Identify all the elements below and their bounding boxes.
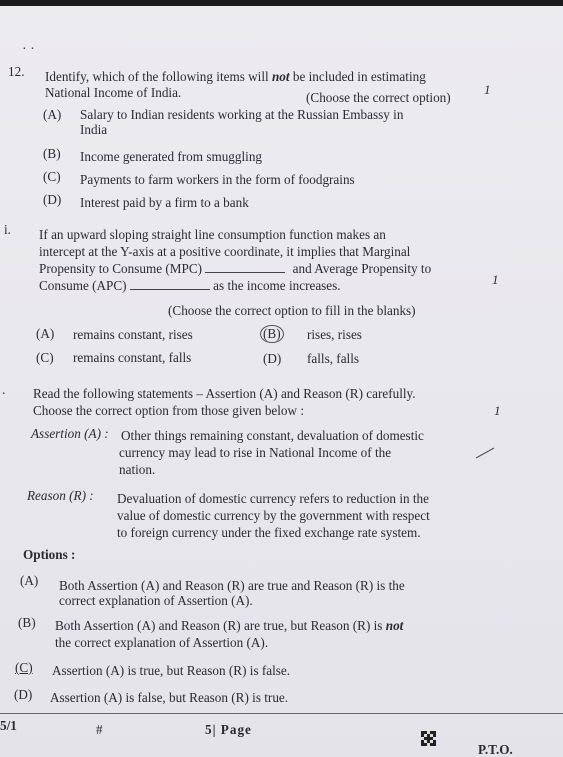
q14-assertion-label: Assertion (A) : [31,426,109,441]
q12-option-b-text[interactable]: Income generated from smuggling [80,149,263,164]
margin-dots: · · [22,42,35,57]
pen-tick-mark [474,444,496,462]
q14-option-b-line1a: Both Assertion (A) and Reason (R) are true, but Reason (R) is [55,618,383,633]
q14-option-a-line2[interactable]: correct explanation of Assertion (A). [59,593,253,608]
q14-option-b-label[interactable]: (B) [18,615,36,630]
footer-rule [0,713,563,714]
q12-option-c-text[interactable]: Payments to farm workers in the form of foodgrains [80,172,355,187]
footer-hash: # [96,722,103,737]
q14-reason-line3: to foreign currency under the fixed exchange rate system. [117,525,421,540]
q12-choose: (Choose the correct option) [306,90,451,105]
q14-option-b-line2[interactable]: the correct explanation of Assertion (A). [55,635,269,650]
q13-option-c-text[interactable]: remains constant, falls [73,350,192,365]
q13-option-a-text[interactable]: remains constant, rises [73,327,193,342]
q14-options-heading: Options : [23,547,76,562]
q13-option-d-text[interactable]: falls, falls [307,351,360,366]
q13-stem-line4a: Consume (APC) [39,278,127,293]
q12-mark: 1 [484,82,491,97]
q12-stem-line1 [45,69,426,85]
q14-stem-line2: Choose the correct option from those given below : [33,403,305,418]
q14-assertion-line3: nation. [119,462,156,477]
q14-option-c-label[interactable]: (C) [15,660,33,675]
q14-mark: 1 [494,403,501,418]
q14-option-b-line1[interactable] [55,618,403,634]
q12-option-a-text[interactable]: Salary to Indian residents working at the Russian Embassy in [80,107,404,122]
q13-stem-line3b: and Average Propensity to [292,261,432,276]
q12-option-b-label[interactable]: (B) [43,146,61,161]
q13-stem-line3a: Propensity to Consume (MPC) [39,261,203,276]
q13-stem-line4 [39,278,341,294]
q12-option-a-text2[interactable]: India [80,122,108,137]
q12-number: 12. [8,64,25,79]
q14-option-a-line1[interactable]: Both Assertion (A) and Reason (R) are true and Reason (R) is the [59,578,405,593]
q13-mark: 1 [492,272,499,287]
q12-stem-post: be included in estimating [289,69,426,84]
q13-stem-line3 [39,261,431,277]
footer-page-number: 5| Page [205,722,252,737]
q12-stem-line2: National Income of India. [45,85,182,100]
q12-not-emph: not [271,69,290,84]
q13-stem-line1: If an upward sloping straight line consumption function makes an [39,227,386,242]
q12-option-c-label[interactable]: (C) [43,169,61,184]
q12-stem-pre: Identify, which of the following items will [45,69,272,84]
qr-code-icon [421,731,436,746]
q13-option-d-label[interactable]: (D) [263,351,282,366]
q13-blank-1[interactable] [205,262,285,273]
q13-option-b-label[interactable]: (B) [260,325,284,343]
footer-left-code: 5/1 [0,718,17,733]
exam-page [0,6,563,757]
q13-option-a-label[interactable]: (A) [36,326,55,341]
q12-option-d-label[interactable]: (D) [43,192,62,207]
q12-option-a-label[interactable]: (A) [43,107,62,122]
q14-option-a-label[interactable]: (A) [20,573,39,588]
q13-stem-line2: intercept at the Y-axis at a positive coordinate, it implies that Marginal [39,244,411,259]
q12-option-d-text[interactable]: Interest paid by a firm to a bank [80,195,249,210]
q14-reason-line1: Devaluation of domestic currency refers to reduction in the [117,491,429,506]
q14-number: . [2,382,6,397]
q14-reason-label: Reason (R) : [27,488,94,503]
q14-option-b-not: not [385,618,404,633]
q14-stem-line1: Read the following statements – Assertion (A) and Reason (R) carefully. [33,386,416,401]
q14-option-d-text[interactable]: Assertion (A) is false, but Reason (R) is true. [50,690,289,705]
q14-option-d-label[interactable]: (D) [14,687,33,702]
footer-pto: P.T.O. [478,742,513,757]
q13-option-b-text[interactable]: rises, rises [307,327,362,342]
q14-reason-line2: value of domestic currency by the government with respect [117,508,430,523]
q13-option-c-label[interactable]: (C) [36,350,54,365]
q14-option-c-text[interactable]: Assertion (A) is true, but Reason (R) is false. [52,663,291,678]
q13-stem-line4b: as the income increases. [213,278,341,293]
q13-blank-2[interactable] [130,279,210,290]
q13-choose: (Choose the correct option to fill in the blanks) [168,303,416,318]
q13-number: i. [4,222,11,237]
q14-assertion-line2: currency may lead to rise in National Income of the [119,445,392,460]
q14-assertion-line1: Other things remaining constant, devaluation of domestic [121,428,424,443]
